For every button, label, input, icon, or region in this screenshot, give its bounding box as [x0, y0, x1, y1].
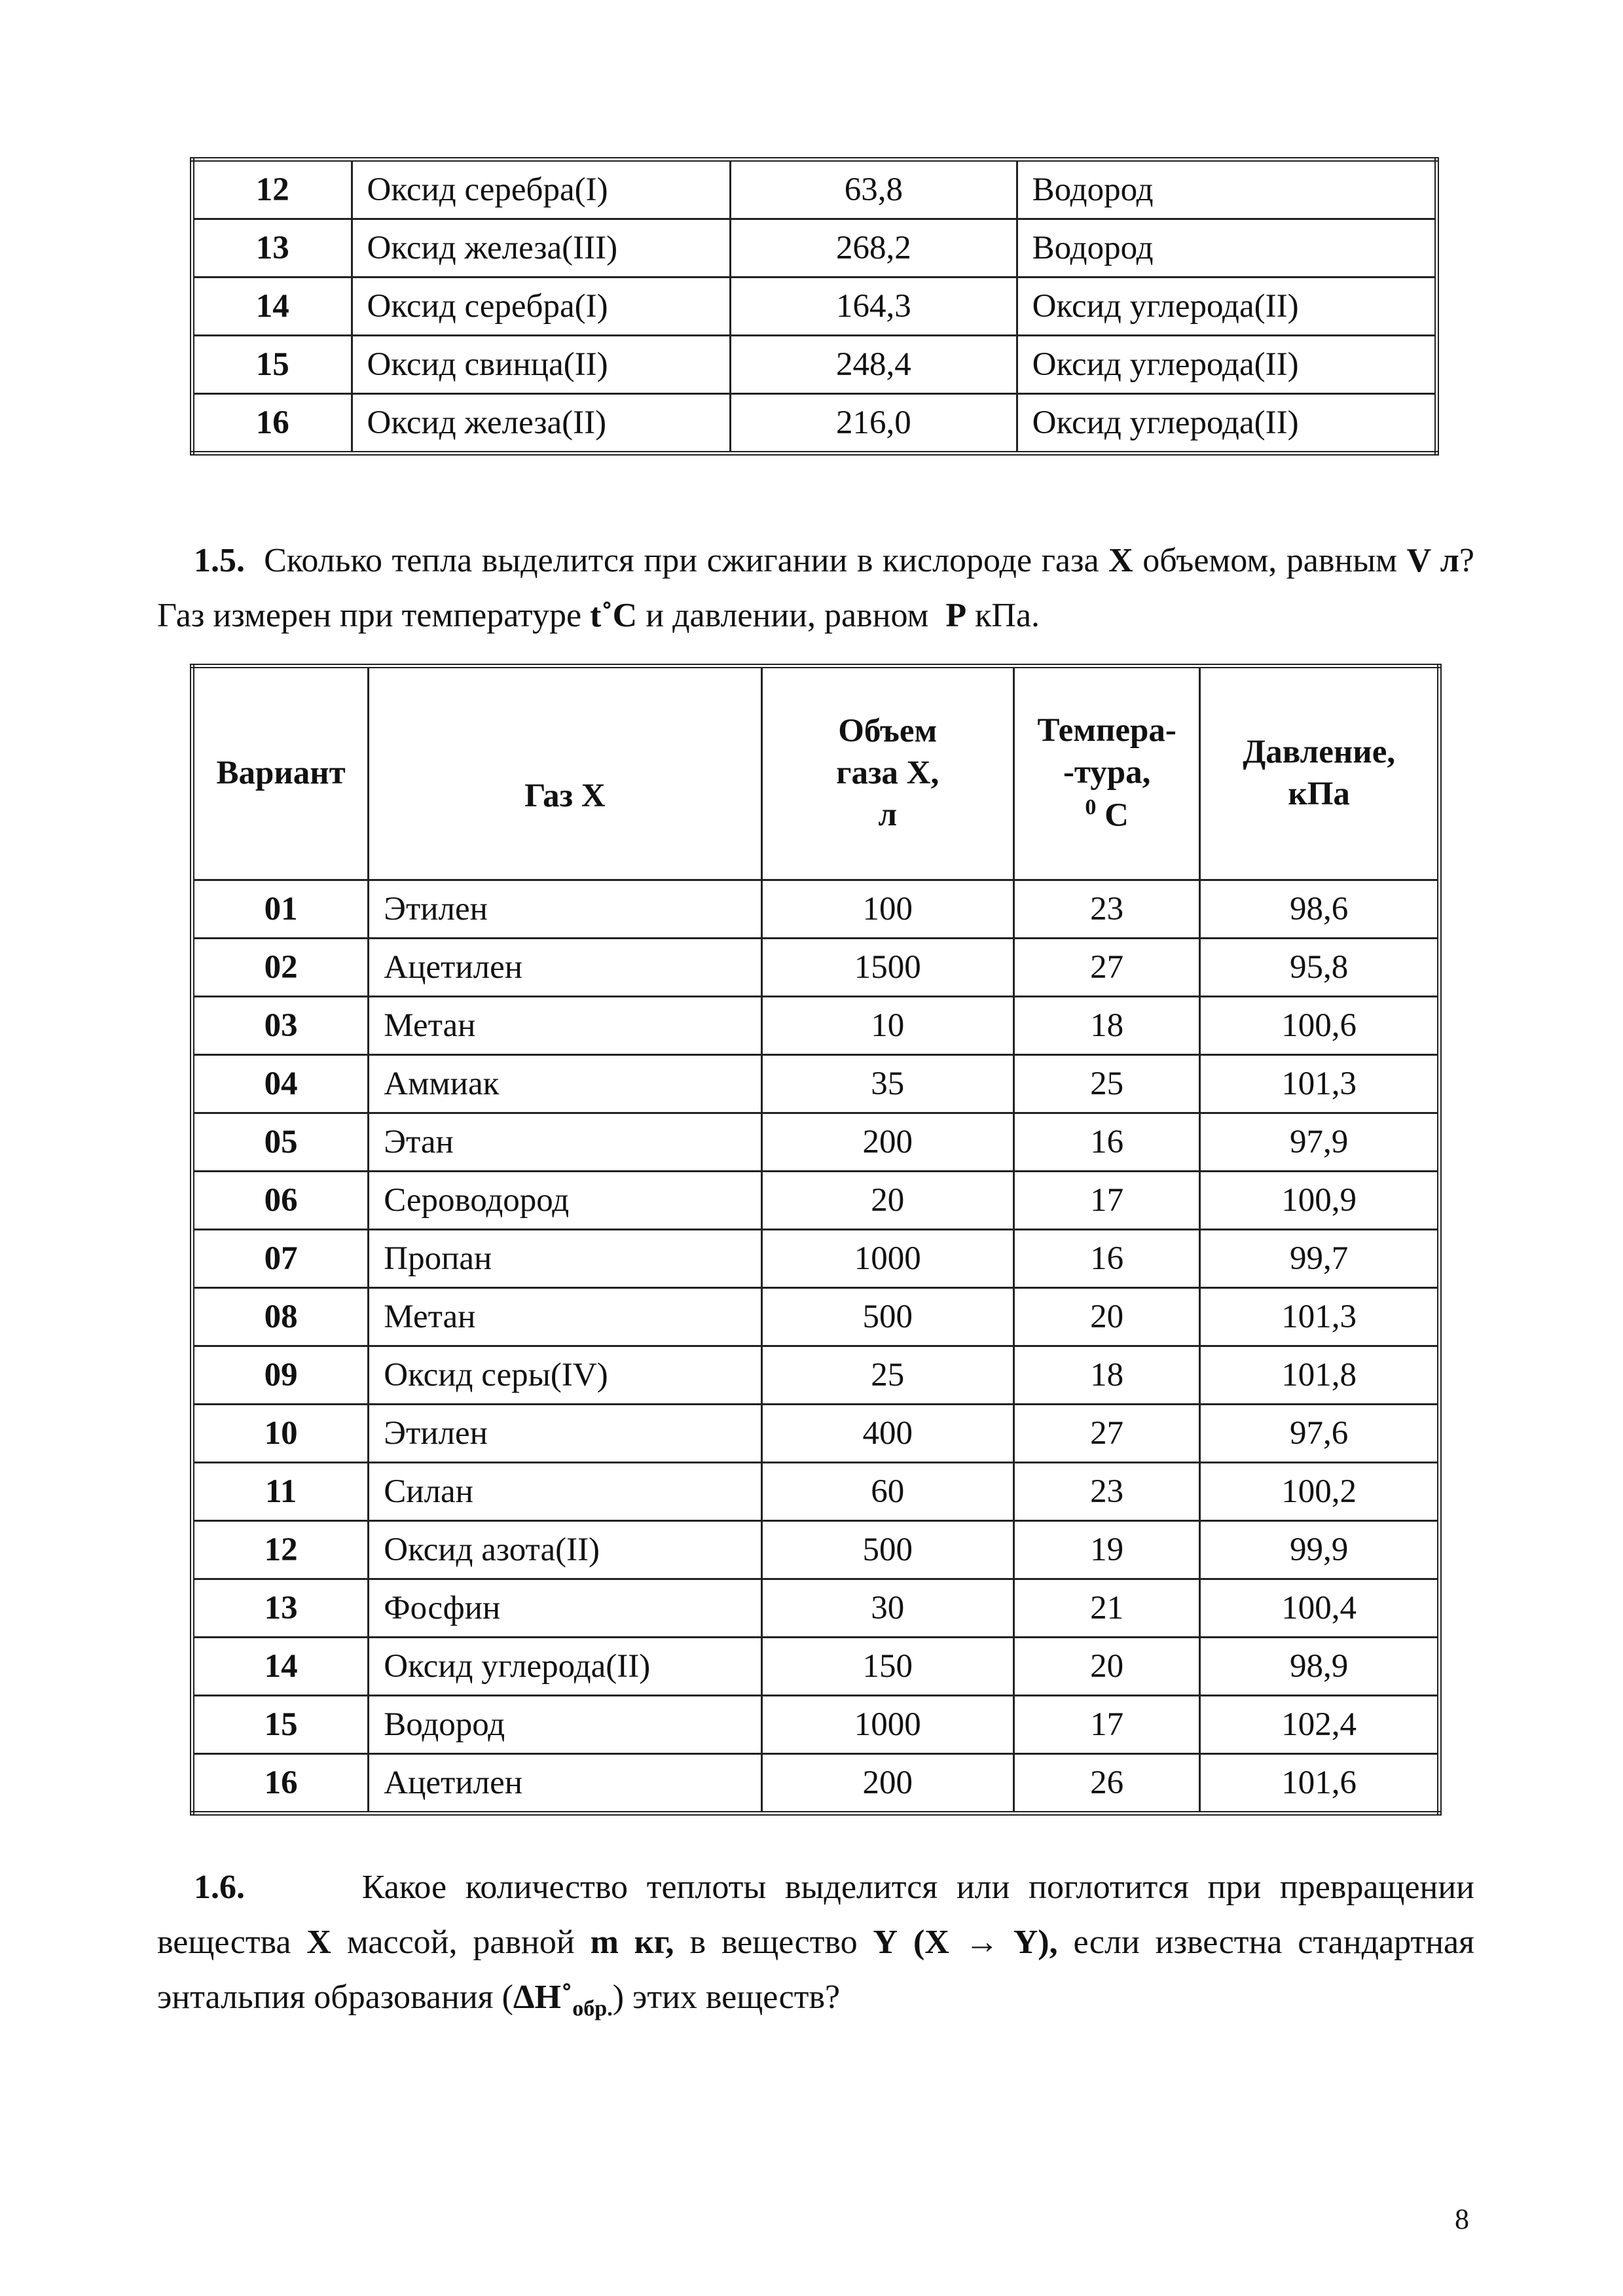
temperature-cell: 20 [1014, 1638, 1200, 1696]
mass-cell: 268,2 [731, 219, 1017, 278]
volume-cell: 500 [761, 1521, 1014, 1579]
table-row [192, 1754, 1440, 1814]
gas-cell: Силан [369, 1463, 761, 1521]
pressure-cell: 100,4 [1200, 1579, 1440, 1638]
variant-cell: 02 [192, 939, 369, 997]
gas-cell: Пропан [369, 1230, 761, 1288]
table-row [192, 1346, 1440, 1405]
variant-cell: 04 [192, 1055, 369, 1113]
volume-cell: 60 [761, 1463, 1014, 1521]
temperature-cell: 17 [1014, 1172, 1200, 1230]
temperature-cell: 20 [1014, 1288, 1200, 1346]
pressure-cell: 100,6 [1200, 997, 1440, 1055]
table-row [192, 1579, 1440, 1638]
volume-cell: 1500 [761, 939, 1014, 997]
gas-cell: Этан [369, 1113, 761, 1172]
pressure-cell: 97,9 [1200, 1113, 1440, 1172]
variant-cell: 05 [192, 1113, 369, 1172]
volume-cell: 10 [761, 997, 1014, 1055]
gas-cell: Этилен [369, 880, 761, 939]
pressure-cell: 98,9 [1200, 1638, 1440, 1696]
temperature-cell: 27 [1014, 939, 1200, 997]
reducer-cell: Оксид углерода(II) [1017, 278, 1436, 336]
pressure-cell: 95,8 [1200, 939, 1440, 997]
oxide-cell: Оксид серебра(I) [352, 278, 731, 336]
variant-cell: 12 [192, 1521, 369, 1579]
header-volume: Объем газа X, л [761, 666, 1014, 880]
oxide-cell: Оксид железа(II) [352, 394, 731, 454]
variant-cell: 11 [192, 1463, 369, 1521]
gas-cell: Метан [369, 1288, 761, 1346]
variant-cell: 03 [192, 997, 369, 1055]
gas-cell: Оксид серы(IV) [369, 1346, 761, 1405]
temperature-cell: 23 [1014, 1463, 1200, 1521]
oxide-cell: Оксид серебра(I) [352, 160, 731, 219]
temperature-cell: 18 [1014, 1346, 1200, 1405]
table-row [192, 394, 1437, 454]
pressure-cell: 99,9 [1200, 1521, 1440, 1579]
problem-1-5: 1.5. Сколько тепла выделится при сжигании в кислороде газа X объемом, равным V л? Газ измерен при температуре t˚С и давлении, равном P кПа. [157, 542, 1475, 634]
volume-cell: 150 [761, 1638, 1014, 1696]
variant-cell: 07 [192, 1230, 369, 1288]
reducer-cell: Водород [1017, 219, 1436, 278]
variant-cell: 09 [192, 1346, 369, 1405]
table-row [192, 1172, 1440, 1230]
mass-cell: 248,4 [731, 336, 1017, 394]
pressure-cell: 97,6 [1200, 1405, 1440, 1463]
volume-cell: 20 [761, 1172, 1014, 1230]
temperature-cell: 16 [1014, 1230, 1200, 1288]
variant-cell: 13 [192, 1579, 369, 1638]
table-row [192, 1521, 1440, 1579]
gas-cell: Этилен [369, 1405, 761, 1463]
table-gas-combustion [190, 664, 1442, 1816]
pressure-cell: 99,7 [1200, 1230, 1440, 1288]
reducer-cell: Водород [1017, 160, 1436, 219]
mass-cell: 216,0 [731, 394, 1017, 454]
table-row [192, 1463, 1440, 1521]
row-number: 12 [192, 160, 352, 219]
temperature-cell: 21 [1014, 1579, 1200, 1638]
table-row [192, 1055, 1440, 1113]
header-pressure: Давление, кПа [1200, 666, 1440, 880]
gas-cell: Метан [369, 997, 761, 1055]
table1-body [192, 160, 1437, 454]
gas-cell: Ацетилен [369, 1754, 761, 1814]
table-row [192, 1113, 1440, 1172]
table-header-row [192, 666, 1440, 880]
header-gas: Газ X [369, 666, 761, 880]
variant-cell: 01 [192, 880, 369, 939]
temperature-cell: 17 [1014, 1696, 1200, 1754]
row-number: 16 [192, 394, 352, 454]
temperature-cell: 25 [1014, 1055, 1200, 1113]
header-temperature: Темпера- -тура, $^0$ С [1014, 666, 1200, 880]
gas-cell: Фосфин [369, 1579, 761, 1638]
table-row [192, 219, 1437, 278]
pressure-cell: 100,2 [1200, 1463, 1440, 1521]
variant-cell: 14 [192, 1638, 369, 1696]
pressure-cell: 100,9 [1200, 1172, 1440, 1230]
reducer-cell: Оксид углерода(II) [1017, 394, 1436, 454]
pressure-cell: 101,8 [1200, 1346, 1440, 1405]
table-row [192, 939, 1440, 997]
problem-number: 1.5. [194, 542, 245, 579]
row-number: 13 [192, 219, 352, 278]
pressure-cell: 98,6 [1200, 880, 1440, 939]
volume-cell: 30 [761, 1579, 1014, 1638]
temperature-cell: 23 [1014, 880, 1200, 939]
pressure-cell: 102,4 [1200, 1696, 1440, 1754]
volume-cell: 1000 [761, 1230, 1014, 1288]
volume-cell: 400 [761, 1405, 1014, 1463]
pressure-cell: 101,3 [1200, 1055, 1440, 1113]
problem-number: 1.6. [194, 1869, 245, 1906]
gas-cell: Сероводород [369, 1172, 761, 1230]
table-row [192, 1638, 1440, 1696]
row-number: 14 [192, 278, 352, 336]
volume-cell: 100 [761, 880, 1014, 939]
table-row [192, 880, 1440, 939]
oxide-cell: Оксид железа(III) [352, 219, 731, 278]
volume-cell: 1000 [761, 1696, 1014, 1754]
mass-cell: 164,3 [731, 278, 1017, 336]
row-number: 15 [192, 336, 352, 394]
table-row [192, 336, 1437, 394]
gas-cell: Оксид азота(II) [369, 1521, 761, 1579]
gas-cell: Водород [369, 1696, 761, 1754]
table2-body [192, 880, 1440, 1814]
page-number: 8 [1455, 2203, 1469, 2235]
variant-cell: 08 [192, 1288, 369, 1346]
table-reduction-continued [190, 157, 1439, 456]
mass-cell: 63,8 [731, 160, 1017, 219]
temperature-cell: 26 [1014, 1754, 1200, 1814]
volume-cell: 200 [761, 1113, 1014, 1172]
table-row [192, 1288, 1440, 1346]
temperature-cell: 16 [1014, 1113, 1200, 1172]
reducer-cell: Оксид углерода(II) [1017, 336, 1436, 394]
volume-cell: 500 [761, 1288, 1014, 1346]
volume-cell: 35 [761, 1055, 1014, 1113]
problem-1-6: 1.6. Какое количество теплоты выделится или поглотится при превращении вещества X массой, равной m кг, в вещество Y (X → Y), если известна стандартная энтальпия образования $(\Delta H˚_{обр.})$ этих веществ? [157, 1869, 1475, 2021]
temperature-cell: 18 [1014, 997, 1200, 1055]
volume-cell: 25 [761, 1346, 1014, 1405]
temperature-cell: 19 [1014, 1521, 1200, 1579]
table-row [192, 278, 1437, 336]
table-row [192, 1230, 1440, 1288]
variant-cell: 10 [192, 1405, 369, 1463]
pressure-cell: 101,6 [1200, 1754, 1440, 1814]
table-row [192, 997, 1440, 1055]
variant-cell: 16 [192, 1754, 369, 1814]
oxide-cell: Оксид свинца(II) [352, 336, 731, 394]
gas-cell: Ацетилен [369, 939, 761, 997]
gas-cell: Оксид углерода(II) [369, 1638, 761, 1696]
pressure-cell: 101,3 [1200, 1288, 1440, 1346]
variant-cell: 06 [192, 1172, 369, 1230]
volume-cell: 200 [761, 1754, 1014, 1814]
header-variant: Вариант [192, 666, 369, 880]
table-row [192, 1696, 1440, 1754]
temperature-cell: 27 [1014, 1405, 1200, 1463]
table-row [192, 1405, 1440, 1463]
gas-cell: Аммиак [369, 1055, 761, 1113]
variant-cell: 15 [192, 1696, 369, 1754]
table-row [192, 160, 1437, 219]
